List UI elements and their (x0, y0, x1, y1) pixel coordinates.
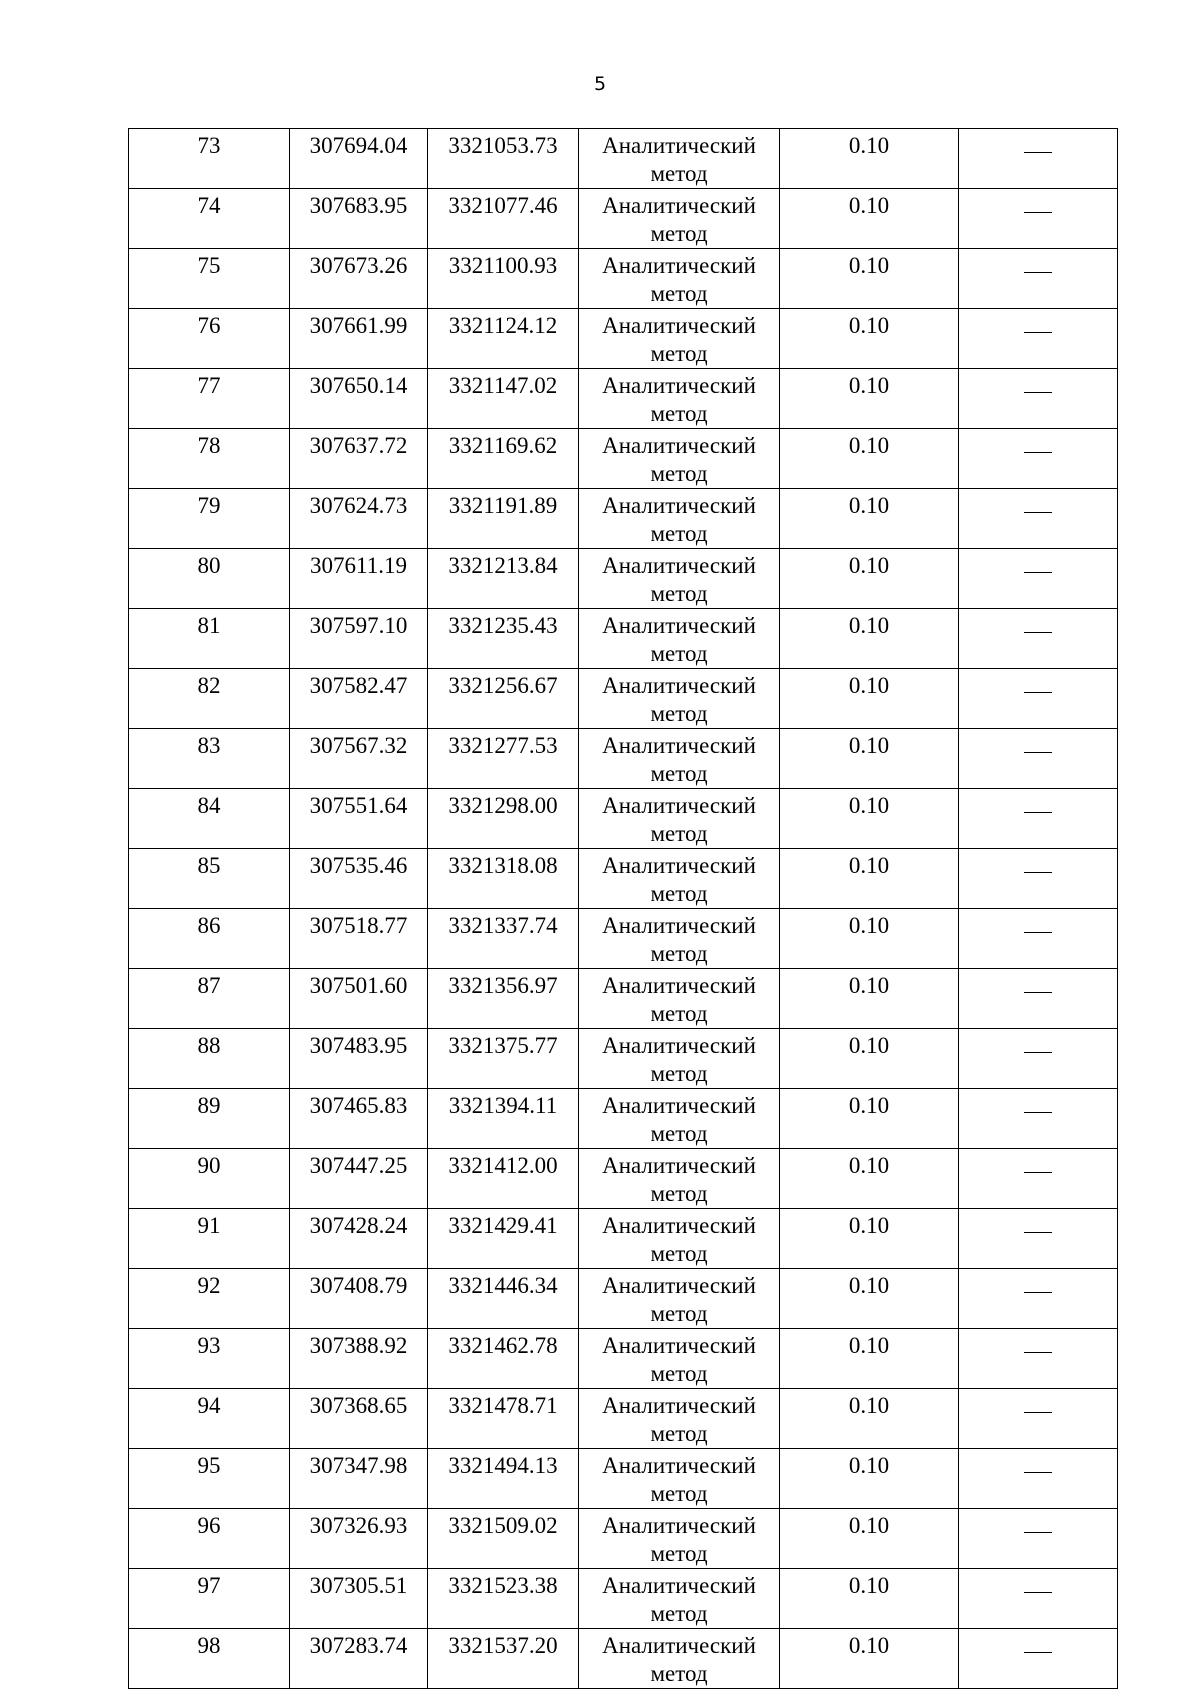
dash-cell (959, 1089, 1118, 1149)
accuracy-cell: 0.10 (780, 669, 959, 729)
dash-mark (1024, 752, 1052, 753)
point-number-cell: 77 (129, 369, 290, 429)
point-number-cell: 85 (129, 849, 290, 909)
table-row (129, 129, 1118, 189)
table-row (129, 549, 1118, 609)
table-body (129, 129, 1118, 1689)
table-row (129, 369, 1118, 429)
method-cell: Аналитический метод (579, 309, 780, 369)
x-coordinate-cell: 307388.92 (290, 1329, 428, 1389)
y-coordinate-cell: 3321318.08 (428, 849, 579, 909)
x-coordinate-cell: 307624.73 (290, 489, 428, 549)
y-coordinate-cell: 3321298.00 (428, 789, 579, 849)
point-number-cell: 87 (129, 969, 290, 1029)
accuracy-cell: 0.10 (780, 1029, 959, 1089)
dash-cell (959, 969, 1118, 1029)
dash-cell (959, 1569, 1118, 1629)
accuracy-cell: 0.10 (780, 129, 959, 189)
y-coordinate-cell: 3321523.38 (428, 1569, 579, 1629)
method-cell: Аналитический метод (579, 1449, 780, 1509)
page-number: 5 (593, 73, 607, 95)
dash-mark (1024, 1412, 1052, 1413)
table-row (129, 1569, 1118, 1629)
method-cell: Аналитический метод (579, 429, 780, 489)
dash-mark (1024, 272, 1052, 273)
accuracy-cell: 0.10 (780, 969, 959, 1029)
point-number-cell: 97 (129, 1569, 290, 1629)
dash-cell (959, 609, 1118, 669)
table-row (129, 489, 1118, 549)
x-coordinate-cell: 307673.26 (290, 249, 428, 309)
x-coordinate-cell: 307637.72 (290, 429, 428, 489)
accuracy-cell: 0.10 (780, 189, 959, 249)
x-coordinate-cell: 307368.65 (290, 1389, 428, 1449)
y-coordinate-cell: 3321213.84 (428, 549, 579, 609)
method-cell: Аналитический метод (579, 789, 780, 849)
dash-mark (1024, 632, 1052, 633)
point-number-cell: 82 (129, 669, 290, 729)
dash-mark (1024, 812, 1052, 813)
table-row (129, 729, 1118, 789)
y-coordinate-cell: 3321446.34 (428, 1269, 579, 1329)
table-row (129, 1089, 1118, 1149)
accuracy-cell: 0.10 (780, 429, 959, 489)
point-number-cell: 79 (129, 489, 290, 549)
y-coordinate-cell: 3321337.74 (428, 909, 579, 969)
dash-mark (1024, 212, 1052, 213)
accuracy-cell: 0.10 (780, 1509, 959, 1569)
point-number-cell: 94 (129, 1389, 290, 1449)
accuracy-cell: 0.10 (780, 789, 959, 849)
dash-mark (1024, 1292, 1052, 1293)
method-cell: Аналитический метод (579, 1149, 780, 1209)
y-coordinate-cell: 3321277.53 (428, 729, 579, 789)
x-coordinate-cell: 307611.19 (290, 549, 428, 609)
y-coordinate-cell: 3321124.12 (428, 309, 579, 369)
table-row (129, 609, 1118, 669)
dash-cell (959, 1629, 1118, 1689)
dash-cell (959, 849, 1118, 909)
dash-mark (1024, 1472, 1052, 1473)
y-coordinate-cell: 3321494.13 (428, 1449, 579, 1509)
dash-mark (1024, 392, 1052, 393)
dash-mark (1024, 1592, 1052, 1593)
x-coordinate-cell: 307661.99 (290, 309, 428, 369)
x-coordinate-cell: 307483.95 (290, 1029, 428, 1089)
accuracy-cell: 0.10 (780, 1569, 959, 1629)
x-coordinate-cell: 307567.32 (290, 729, 428, 789)
dash-cell (959, 369, 1118, 429)
x-coordinate-cell: 307347.98 (290, 1449, 428, 1509)
point-number-cell: 78 (129, 429, 290, 489)
dash-mark (1024, 1232, 1052, 1233)
method-cell: Аналитический метод (579, 729, 780, 789)
dash-mark (1024, 1652, 1052, 1653)
x-coordinate-cell: 307447.25 (290, 1149, 428, 1209)
table-row (129, 1149, 1118, 1209)
x-coordinate-cell: 307518.77 (290, 909, 428, 969)
point-number-cell: 91 (129, 1209, 290, 1269)
table-row (129, 249, 1118, 309)
accuracy-cell: 0.10 (780, 1269, 959, 1329)
table-row (129, 789, 1118, 849)
y-coordinate-cell: 3321462.78 (428, 1329, 579, 1389)
method-cell: Аналитический метод (579, 1389, 780, 1449)
table-row (129, 1329, 1118, 1389)
table-row (129, 189, 1118, 249)
y-coordinate-cell: 3321100.93 (428, 249, 579, 309)
accuracy-cell: 0.10 (780, 369, 959, 429)
dash-cell (959, 1209, 1118, 1269)
y-coordinate-cell: 3321256.67 (428, 669, 579, 729)
method-cell: Аналитический метод (579, 249, 780, 309)
x-coordinate-cell: 307305.51 (290, 1569, 428, 1629)
method-cell: Аналитический метод (579, 1269, 780, 1329)
y-coordinate-cell: 3321235.43 (428, 609, 579, 669)
x-coordinate-cell: 307283.74 (290, 1629, 428, 1689)
dash-cell (959, 1269, 1118, 1329)
dash-mark (1024, 332, 1052, 333)
table-row (129, 909, 1118, 969)
x-coordinate-cell: 307597.10 (290, 609, 428, 669)
y-coordinate-cell: 3321509.02 (428, 1509, 579, 1569)
dash-cell (959, 429, 1118, 489)
dash-cell (959, 129, 1118, 189)
accuracy-cell: 0.10 (780, 1149, 959, 1209)
dash-cell (959, 1029, 1118, 1089)
table-row (129, 1449, 1118, 1509)
accuracy-cell: 0.10 (780, 1089, 959, 1149)
dash-mark (1024, 1112, 1052, 1113)
accuracy-cell: 0.10 (780, 1329, 959, 1389)
accuracy-cell: 0.10 (780, 1389, 959, 1449)
point-number-cell: 95 (129, 1449, 290, 1509)
dash-cell (959, 189, 1118, 249)
x-coordinate-cell: 307408.79 (290, 1269, 428, 1329)
y-coordinate-cell: 3321077.46 (428, 189, 579, 249)
method-cell: Аналитический метод (579, 549, 780, 609)
y-coordinate-cell: 3321147.02 (428, 369, 579, 429)
table-row (129, 669, 1118, 729)
method-cell: Аналитический метод (579, 189, 780, 249)
dash-cell (959, 309, 1118, 369)
method-cell: Аналитический метод (579, 129, 780, 189)
point-number-cell: 96 (129, 1509, 290, 1569)
x-coordinate-cell: 307428.24 (290, 1209, 428, 1269)
y-coordinate-cell: 3321429.41 (428, 1209, 579, 1269)
dash-cell (959, 1509, 1118, 1569)
method-cell: Аналитический метод (579, 1509, 780, 1569)
method-cell: Аналитический метод (579, 1089, 780, 1149)
x-coordinate-cell: 307683.95 (290, 189, 428, 249)
y-coordinate-cell: 3321412.00 (428, 1149, 579, 1209)
x-coordinate-cell: 307582.47 (290, 669, 428, 729)
accuracy-cell: 0.10 (780, 1209, 959, 1269)
point-number-cell: 84 (129, 789, 290, 849)
table-row (129, 1389, 1118, 1449)
y-coordinate-cell: 3321375.77 (428, 1029, 579, 1089)
method-cell: Аналитический метод (579, 609, 780, 669)
accuracy-cell: 0.10 (780, 309, 959, 369)
point-number-cell: 90 (129, 1149, 290, 1209)
dash-cell (959, 1149, 1118, 1209)
point-number-cell: 89 (129, 1089, 290, 1149)
dash-mark (1024, 1172, 1052, 1173)
accuracy-cell: 0.10 (780, 489, 959, 549)
accuracy-cell: 0.10 (780, 909, 959, 969)
dash-mark (1024, 932, 1052, 933)
dash-cell (959, 549, 1118, 609)
x-coordinate-cell: 307694.04 (290, 129, 428, 189)
table-row (129, 429, 1118, 489)
dash-cell (959, 1449, 1118, 1509)
point-number-cell: 88 (129, 1029, 290, 1089)
method-cell: Аналитический метод (579, 369, 780, 429)
x-coordinate-cell: 307501.60 (290, 969, 428, 1029)
table-row (129, 1209, 1118, 1269)
table-row (129, 1029, 1118, 1089)
accuracy-cell: 0.10 (780, 549, 959, 609)
dash-cell (959, 1329, 1118, 1389)
accuracy-cell: 0.10 (780, 249, 959, 309)
accuracy-cell: 0.10 (780, 1629, 959, 1689)
y-coordinate-cell: 3321169.62 (428, 429, 579, 489)
point-number-cell: 73 (129, 129, 290, 189)
dash-cell (959, 669, 1118, 729)
accuracy-cell: 0.10 (780, 849, 959, 909)
table-row (129, 1629, 1118, 1689)
table-row (129, 969, 1118, 1029)
point-number-cell: 75 (129, 249, 290, 309)
dash-mark (1024, 152, 1052, 153)
dash-cell (959, 789, 1118, 849)
dash-mark (1024, 572, 1052, 573)
point-number-cell: 74 (129, 189, 290, 249)
table-row (129, 1269, 1118, 1329)
method-cell: Аналитический метод (579, 1629, 780, 1689)
table-row (129, 1509, 1118, 1569)
dash-cell (959, 249, 1118, 309)
point-number-cell: 81 (129, 609, 290, 669)
dash-mark (1024, 1532, 1052, 1533)
x-coordinate-cell: 307326.93 (290, 1509, 428, 1569)
y-coordinate-cell: 3321053.73 (428, 129, 579, 189)
dash-mark (1024, 1352, 1052, 1353)
table-row (129, 849, 1118, 909)
method-cell: Аналитический метод (579, 1569, 780, 1629)
method-cell: Аналитический метод (579, 969, 780, 1029)
y-coordinate-cell: 3321537.20 (428, 1629, 579, 1689)
dash-cell (959, 909, 1118, 969)
dash-mark (1024, 692, 1052, 693)
point-number-cell: 76 (129, 309, 290, 369)
accuracy-cell: 0.10 (780, 1449, 959, 1509)
x-coordinate-cell: 307650.14 (290, 369, 428, 429)
method-cell: Аналитический метод (579, 1329, 780, 1389)
dash-cell (959, 1389, 1118, 1449)
y-coordinate-cell: 3321191.89 (428, 489, 579, 549)
accuracy-cell: 0.10 (780, 729, 959, 789)
x-coordinate-cell: 307465.83 (290, 1089, 428, 1149)
dash-mark (1024, 512, 1052, 513)
y-coordinate-cell: 3321478.71 (428, 1389, 579, 1449)
dash-cell (959, 729, 1118, 789)
x-coordinate-cell: 307535.46 (290, 849, 428, 909)
method-cell: Аналитический метод (579, 489, 780, 549)
dash-cell (959, 489, 1118, 549)
accuracy-cell: 0.10 (780, 609, 959, 669)
dash-mark (1024, 1052, 1052, 1053)
point-number-cell: 86 (129, 909, 290, 969)
method-cell: Аналитический метод (579, 1209, 780, 1269)
method-cell: Аналитический метод (579, 669, 780, 729)
table-row (129, 309, 1118, 369)
y-coordinate-cell: 3321394.11 (428, 1089, 579, 1149)
point-number-cell: 92 (129, 1269, 290, 1329)
method-cell: Аналитический метод (579, 1029, 780, 1089)
dash-mark (1024, 452, 1052, 453)
y-coordinate-cell: 3321356.97 (428, 969, 579, 1029)
point-number-cell: 93 (129, 1329, 290, 1389)
coordinates-table (128, 128, 1118, 1689)
method-cell: Аналитический метод (579, 849, 780, 909)
method-cell: Аналитический метод (579, 909, 780, 969)
point-number-cell: 98 (129, 1629, 290, 1689)
point-number-cell: 80 (129, 549, 290, 609)
x-coordinate-cell: 307551.64 (290, 789, 428, 849)
dash-mark (1024, 872, 1052, 873)
point-number-cell: 83 (129, 729, 290, 789)
dash-mark (1024, 992, 1052, 993)
